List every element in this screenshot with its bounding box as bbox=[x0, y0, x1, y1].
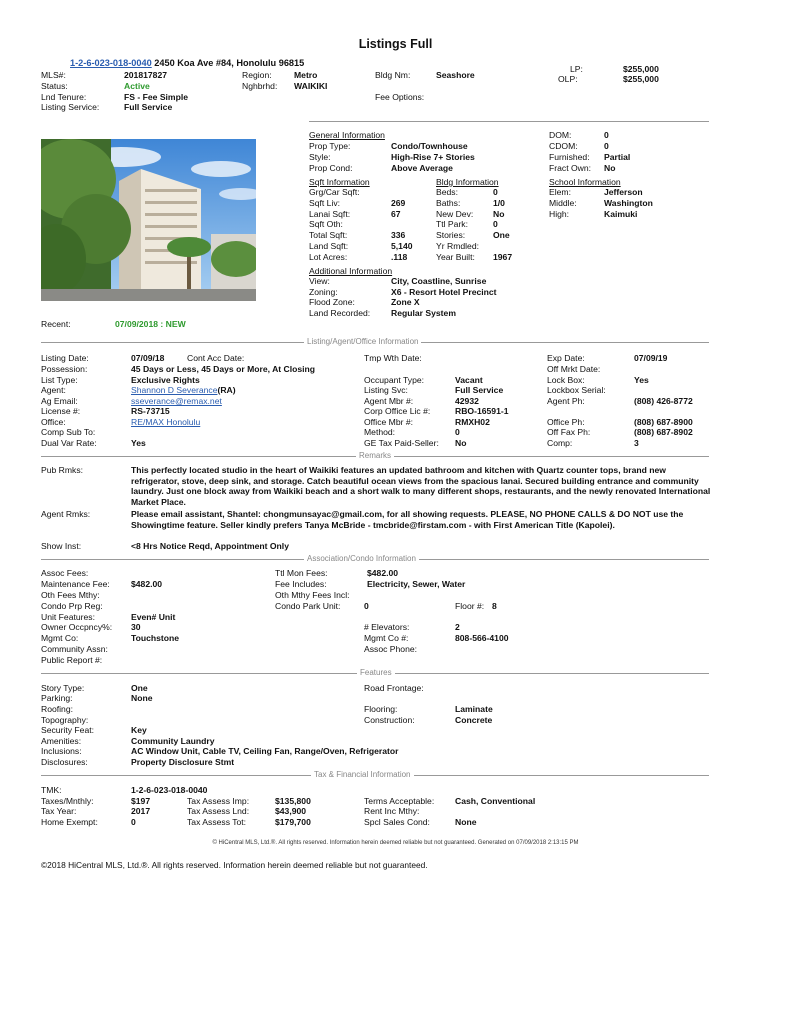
features-section-header: Features bbox=[41, 668, 709, 678]
mls-value: 201817827 bbox=[124, 70, 168, 80]
agent-mbr-label: Agent Mbr #: bbox=[364, 396, 414, 406]
dom-value: 0 bbox=[604, 130, 609, 140]
floor-value: 8 bbox=[492, 601, 497, 611]
taxes-mnthly-label: Taxes/Mnthly: bbox=[41, 796, 94, 806]
amenities-value: Community Laundry bbox=[131, 736, 215, 746]
license-label: License #: bbox=[41, 406, 81, 416]
tenure-value: FS - Fee Simple bbox=[124, 92, 188, 102]
high-value: Kaimuki bbox=[604, 209, 638, 219]
exp-date-label: Exp Date: bbox=[547, 353, 585, 363]
topography-label: Topography: bbox=[41, 715, 89, 725]
year-built-value: 1967 bbox=[493, 252, 513, 262]
exp-date-value: 07/09/19 bbox=[634, 353, 668, 363]
stories-value: One bbox=[493, 230, 510, 240]
zoning-label: Zoning: bbox=[309, 287, 338, 297]
sqft-heading: Sqft Information bbox=[309, 177, 370, 187]
show-inst-label: Show Inst: bbox=[41, 541, 82, 551]
total-sqft-label: Total Sqft: bbox=[309, 230, 348, 240]
lp-label: LP: bbox=[570, 64, 583, 74]
lanai-value: 67 bbox=[391, 209, 401, 219]
footer-copyright: ©2018 HiCentral MLS, Ltd.®. All rights reserved. Information herein deemed reliable but not guaranteed. bbox=[41, 860, 428, 870]
owner-occ-value: 30 bbox=[131, 622, 141, 632]
high-label: High: bbox=[549, 209, 570, 219]
fract-own-label: Fract Own: bbox=[549, 163, 592, 173]
tax-year-label: Tax Year: bbox=[41, 806, 77, 816]
recent-label: Recent: bbox=[41, 319, 71, 329]
ag-email-label: Ag Email: bbox=[41, 396, 78, 406]
listing-svc-value: Full Service bbox=[455, 385, 504, 395]
show-inst-value: <8 Hrs Notice Reqd, Appointment Only bbox=[131, 541, 289, 551]
home-exempt-label: Home Exempt: bbox=[41, 817, 98, 827]
elevators-value: 2 bbox=[455, 622, 460, 632]
cdom-value: 0 bbox=[604, 141, 609, 151]
school-heading: School Information bbox=[549, 177, 621, 187]
oth-fees-label: Oth Fees Mthy: bbox=[41, 590, 100, 600]
office-mbr-value: RMXH02 bbox=[455, 417, 490, 427]
beds-value: 0 bbox=[493, 187, 498, 197]
ttl-mon-fees-value: $482.00 bbox=[367, 568, 399, 578]
status-label: Status: bbox=[41, 81, 68, 91]
listing-date-label: Listing Date: bbox=[41, 353, 89, 363]
land-recorded-value: Regular System bbox=[391, 308, 456, 318]
security-label: Security Feat: bbox=[41, 725, 95, 735]
assess-imp-label: Tax Assess Imp: bbox=[187, 796, 250, 806]
lp-value: $255,000 bbox=[623, 64, 659, 74]
agent-ph-label: Agent Ph: bbox=[547, 396, 585, 406]
rent-inc-label: Rent Inc Mthy: bbox=[364, 806, 420, 816]
recent-value: 07/09/2018 : NEW bbox=[115, 319, 186, 329]
olp-label: OLP: bbox=[558, 74, 578, 84]
home-exempt-value: 0 bbox=[131, 817, 136, 827]
middle-value: Washington bbox=[604, 198, 653, 208]
bldg-name-value: Seashore bbox=[436, 70, 475, 80]
maintenance-fee-value: $482.00 bbox=[131, 579, 163, 589]
ttl-mon-fees-label: Ttl Mon Fees: bbox=[275, 568, 328, 578]
year-built-label: Year Built: bbox=[436, 252, 475, 262]
assoc-section-header: Association/Condo Information bbox=[41, 554, 709, 564]
mls-label: MLS#: bbox=[41, 70, 66, 80]
corp-lic-label: Corp Office Lic #: bbox=[364, 406, 431, 416]
listing-date-value: 07/09/18 bbox=[131, 353, 165, 363]
assoc-phone-label: Assoc Phone: bbox=[364, 644, 418, 654]
flooring-value: Laminate bbox=[455, 704, 493, 714]
method-label: Method: bbox=[364, 427, 396, 437]
region-value: Metro bbox=[294, 70, 318, 80]
assess-tot-value: $179,700 bbox=[275, 817, 311, 827]
tmp-wth-label: Tmp Wth Date: bbox=[364, 353, 422, 363]
listing-service-label: Listing Service: bbox=[41, 102, 100, 112]
community-assn-label: Community Assn: bbox=[41, 644, 108, 654]
mgmt-co-no-value: 808-566-4100 bbox=[455, 633, 509, 643]
occupant-label: Occupant Type: bbox=[364, 375, 425, 385]
prop-cond-label: Prop Cond: bbox=[309, 163, 353, 173]
lot-acres-value: .118 bbox=[391, 252, 408, 262]
elem-label: Elem: bbox=[549, 187, 571, 197]
fract-own-value: No bbox=[604, 163, 616, 173]
olp-value: $255,000 bbox=[623, 74, 659, 84]
elevators-label: # Elevators: bbox=[364, 622, 410, 632]
dom-label: DOM: bbox=[549, 130, 572, 140]
condo-park-label: Condo Park Unit: bbox=[275, 601, 341, 611]
property-photo bbox=[41, 139, 256, 301]
baths-value: 1/0 bbox=[493, 198, 505, 208]
status-value: Active bbox=[124, 81, 150, 91]
off-fax-value: (808) 687-8902 bbox=[634, 427, 693, 437]
license-value: RS-73715 bbox=[131, 406, 170, 416]
maintenance-fee-label: Maintenance Fee: bbox=[41, 579, 110, 589]
view-value: City, Coastline, Sunrise bbox=[391, 276, 487, 286]
oth-mthy-incl-label: Oth Mthy Fees Incl: bbox=[275, 590, 350, 600]
taxes-mnthly-value: $197 bbox=[131, 796, 151, 806]
elem-value: Jefferson bbox=[604, 187, 643, 197]
prop-type-value: Condo/Townhouse bbox=[391, 141, 468, 151]
tmk-link[interactable]: 1-2-6-023-018-0040 bbox=[70, 58, 152, 68]
total-sqft-value: 336 bbox=[391, 230, 406, 240]
assess-lnd-value: $43,900 bbox=[275, 806, 307, 816]
lock-box-value: Yes bbox=[634, 375, 649, 385]
possession-label: Possession: bbox=[41, 364, 88, 374]
assoc-fees-label: Assoc Fees: bbox=[41, 568, 89, 578]
owner-occ-label: Owner Occpncy%: bbox=[41, 622, 113, 632]
listing-service-value: Full Service bbox=[124, 102, 173, 112]
office-ph-value: (808) 687-8900 bbox=[634, 417, 693, 427]
list-type-value: Exclusive Rights bbox=[131, 375, 200, 385]
ag-email-link[interactable]: sseverance@remax.net bbox=[131, 396, 222, 406]
bldg-name-label: Bldg Nm: bbox=[375, 70, 411, 80]
nghbrhd-label: Nghbrhd: bbox=[242, 81, 278, 91]
road-frontage-label: Road Frontage: bbox=[364, 683, 424, 693]
yr-rmdled-label: Yr Rmdled: bbox=[436, 241, 479, 251]
spcl-sales-value: None bbox=[455, 817, 477, 827]
agent-remarks-label: Agent Rmks: bbox=[41, 509, 91, 519]
comp-sub-label: Comp Sub To: bbox=[41, 427, 96, 437]
list-type-label: List Type: bbox=[41, 375, 78, 385]
additional-heading: Additional Information bbox=[309, 266, 393, 276]
occupant-value: Vacant bbox=[455, 375, 483, 385]
land-sqft-value: 5,140 bbox=[391, 241, 413, 251]
terms-label: Terms Acceptable: bbox=[364, 796, 435, 806]
lanai-label: Lanai Sqft: bbox=[309, 209, 351, 219]
tmk-value: 1-2-6-023-018-0040 bbox=[131, 785, 208, 795]
lot-acres-label: Lot Acres: bbox=[309, 252, 348, 262]
assess-imp-value: $135,800 bbox=[275, 796, 311, 806]
tmk-label: TMK: bbox=[41, 785, 62, 795]
zoning-value: X6 - Resort Hotel Precinct bbox=[391, 287, 497, 297]
region-label: Region: bbox=[242, 70, 272, 80]
listing-svc-label: Listing Svc: bbox=[364, 385, 408, 395]
new-dev-label: New Dev: bbox=[436, 209, 474, 219]
flood-zone-label: Flood Zone: bbox=[309, 297, 355, 307]
public-report-label: Public Report #: bbox=[41, 655, 103, 665]
comp-label: Comp: bbox=[547, 438, 573, 448]
ge-tax-value: No bbox=[455, 438, 467, 448]
parking-label: Parking: bbox=[41, 693, 73, 703]
cdom-label: CDOM: bbox=[549, 141, 578, 151]
pub-remarks-text: This perfectly located studio in the heart of Waikiki features an updated bathroom and kitchen with Quartz counter tops, brand new refrigerator, stove, deep sink, and storage. Catch beautiful ocean views from the spacious lanai. Secured building entrance and community laundry. Just one block away from Waikiki beach and a short walk to many different shops, restaurants, and the newly renovated International Market Place. bbox=[131, 465, 711, 507]
agent-ph-value: (808) 426-8772 bbox=[634, 396, 693, 406]
ttl-park-label: Ttl Park: bbox=[436, 219, 468, 229]
fee-options-label: Fee Options: bbox=[375, 92, 425, 102]
amenities-label: Amenities: bbox=[41, 736, 82, 746]
agent-mbr-value: 42932 bbox=[455, 396, 479, 406]
floor-label: Floor #: bbox=[455, 601, 485, 611]
fee-includes-value: Electricity, Sewer, Water bbox=[367, 579, 466, 589]
style-label: Style: bbox=[309, 152, 331, 162]
ge-tax-label: GE Tax Paid-Seller: bbox=[364, 438, 439, 448]
grg-label: Grg/Car Sqft: bbox=[309, 187, 360, 197]
unit-features-value: Even# Unit bbox=[131, 612, 176, 622]
flood-zone-value: Zone X bbox=[391, 297, 420, 307]
header-divider bbox=[309, 121, 709, 122]
method-value: 0 bbox=[455, 427, 460, 437]
story-type-label: Story Type: bbox=[41, 683, 85, 693]
sqft-liv-label: Sqft Liv: bbox=[309, 198, 341, 208]
middle-label: Middle: bbox=[549, 198, 577, 208]
tax-year-value: 2017 bbox=[131, 806, 151, 816]
tax-section-header: Tax & Financial Information bbox=[41, 770, 709, 780]
property-address: 2450 Koa Ave #84, Honolulu 96815 bbox=[154, 58, 305, 68]
page-title: Listings Full bbox=[358, 37, 433, 51]
office-ph-label: Office Ph: bbox=[547, 417, 585, 427]
pub-remarks-label: Pub Rmks: bbox=[41, 465, 84, 475]
disclosures-label: Disclosures: bbox=[41, 757, 88, 767]
condo-prp-label: Condo Prp Reg: bbox=[41, 601, 103, 611]
style-value: High-Rise 7+ Stories bbox=[391, 152, 475, 162]
condo-park-value: 0 bbox=[364, 601, 369, 611]
story-type-value: One bbox=[131, 683, 148, 693]
lockbox-serial-label: Lockbox Serial: bbox=[547, 385, 606, 395]
parking-value: None bbox=[131, 693, 153, 703]
sqft-oth-label: Sqft Oth: bbox=[309, 219, 343, 229]
spcl-sales-label: Spcl Sales Cond: bbox=[364, 817, 430, 827]
security-value: Key bbox=[131, 725, 147, 735]
remarks-section-header: Remarks bbox=[41, 451, 709, 461]
ttl-park-value: 0 bbox=[493, 219, 498, 229]
land-sqft-label: Land Sqft: bbox=[309, 241, 349, 251]
mgmt-co-no-label: Mgmt Co #: bbox=[364, 633, 409, 643]
fee-includes-label: Fee Includes: bbox=[275, 579, 327, 589]
agent-suffix: (RA) bbox=[217, 385, 236, 395]
dual-var-label: Dual Var Rate: bbox=[41, 438, 97, 448]
office-mbr-label: Office Mbr #: bbox=[364, 417, 414, 427]
dual-var-value: Yes bbox=[131, 438, 146, 448]
agent-label: Agent: bbox=[41, 385, 66, 395]
flooring-label: Flooring: bbox=[364, 704, 398, 714]
construction-label: Construction: bbox=[364, 715, 415, 725]
stories-label: Stories: bbox=[436, 230, 466, 240]
inclusions-label: Inclusions: bbox=[41, 746, 82, 756]
beds-label: Beds: bbox=[436, 187, 458, 197]
agent-link[interactable]: Shannon D Severance bbox=[131, 385, 218, 395]
mgmt-co-label: Mgmt Co: bbox=[41, 633, 79, 643]
disclosures-value: Property Disclosure Stmt bbox=[131, 757, 235, 767]
sqft-liv-value: 269 bbox=[391, 198, 406, 208]
possession-value: 45 Days or Less, 45 Days or More, At Closing bbox=[131, 364, 316, 374]
furnished-label: Furnished: bbox=[549, 152, 590, 162]
office-link[interactable]: RE/MAX Honolulu bbox=[131, 417, 201, 427]
cont-acc-label: Cont Acc Date: bbox=[187, 353, 245, 363]
assess-lnd-label: Tax Assess Lnd: bbox=[187, 806, 250, 816]
nghbrhd-value: WAIKIKI bbox=[294, 81, 328, 91]
view-label: View: bbox=[309, 276, 330, 286]
prop-type-label: Prop Type: bbox=[309, 141, 351, 151]
tenure-label: Lnd Tenure: bbox=[41, 92, 87, 102]
inclusions-value: AC Window Unit, Cable TV, Ceiling Fan, Range/Oven, Refrigerator bbox=[131, 746, 399, 756]
lock-box-label: Lock Box: bbox=[547, 375, 585, 385]
prop-cond-value: Above Average bbox=[391, 163, 453, 173]
off-mrkt-label: Off Mrkt Date: bbox=[547, 364, 601, 374]
baths-label: Baths: bbox=[436, 198, 461, 208]
assess-tot-label: Tax Assess Tot: bbox=[187, 817, 247, 827]
agent-remarks-text: Please email assistant, Shantel: chongmunsayac@gmail.com, for all showing requests. PLEASE, NO PHONE CALLS & DO NOT use the Showingtime feature. Seller kindly prefers Tanya McBride - tmcbride@firstam.com - with First American Title (Kapolei). bbox=[131, 509, 684, 530]
roofing-label: Roofing: bbox=[41, 704, 74, 714]
terms-value: Cash, Conventional bbox=[455, 796, 536, 806]
mgmt-co-value: Touchstone bbox=[131, 633, 180, 643]
unit-features-label: Unit Features: bbox=[41, 612, 95, 622]
new-dev-value: No bbox=[493, 209, 505, 219]
listing-section-header: Listing/Agent/Office Information bbox=[41, 337, 709, 347]
footer-small-text: © HiCentral MLS, Ltd.®. All rights reserved. Information herein deemed reliable but not guaranteed. Generated on 07/09/2018 2:13:15 PM bbox=[212, 840, 579, 846]
off-fax-label: Off Fax Ph: bbox=[547, 427, 591, 437]
comp-value: 3 bbox=[634, 438, 639, 448]
bldg-heading: Bldg Information bbox=[436, 177, 499, 187]
land-recorded-label: Land Recorded: bbox=[309, 308, 371, 318]
office-label: Office: bbox=[41, 417, 66, 427]
furnished-value: Partial bbox=[604, 152, 631, 162]
construction-value: Concrete bbox=[455, 715, 493, 725]
general-heading: General Information bbox=[309, 130, 385, 140]
corp-lic-value: RBO-16591-1 bbox=[455, 406, 509, 416]
